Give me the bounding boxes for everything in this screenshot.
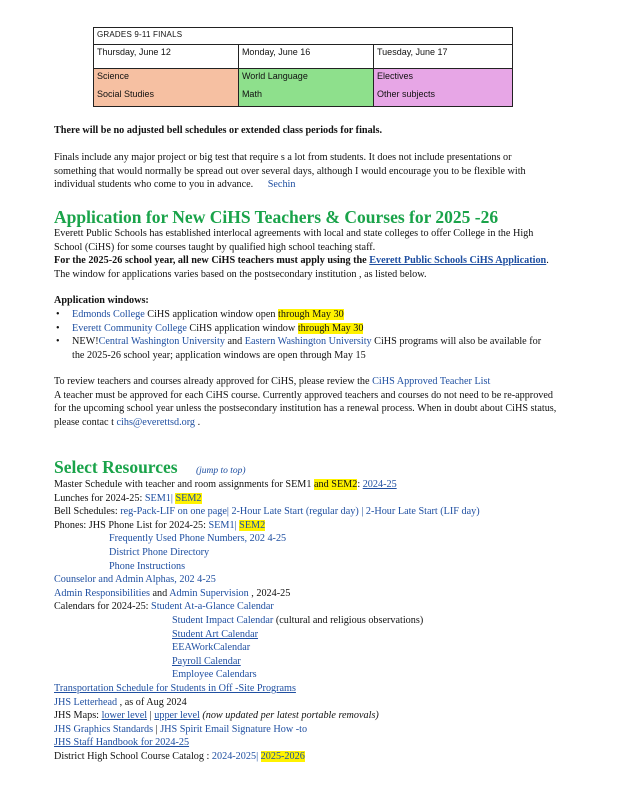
bell-schedules-line xyxy=(54,505,574,519)
admin-and: and xyxy=(149,587,170,599)
phones-line xyxy=(54,519,574,533)
ewu-link[interactable]: Eastern Washington University xyxy=(244,336,372,348)
finals-cell-other-subjects: Other subjects xyxy=(374,87,513,106)
cihs-application-link[interactable]: Everett Public Schools CiHS Application xyxy=(369,255,547,266)
finals-day-3: Tuesday, June 17 xyxy=(374,45,513,68)
lower-level-map-link[interactable]: lower level xyxy=(101,710,148,722)
master-schedule-highlight: and SEM2 xyxy=(314,479,358,490)
student-impact-calendar-link[interactable]: Student Impact Calendar xyxy=(172,614,274,626)
student-impact-note: (cultural and religious observations) xyxy=(273,614,424,626)
and-text: and xyxy=(224,336,245,348)
district-phone-directory-link[interactable]: District Phone Directory xyxy=(109,546,210,558)
transportation-schedule-link[interactable]: Transportation Schedule for Students in Off -Site Programs xyxy=(54,682,296,694)
phone-instructions-link[interactable]: Phone Instructions xyxy=(109,560,186,572)
calendars-label: Calendars for 2024-25: xyxy=(54,601,152,613)
finals-note xyxy=(54,151,554,192)
finals-note-signature: Sechin xyxy=(267,179,296,191)
lunches-line xyxy=(54,492,574,506)
review-rest: A teacher must be approved for each CiHS course. Currently approved teachers and courses do not need to be re-approved for the upcoming school year unless the postsecondary institution has a renewal process. When in doubt about CiHS status, please contac t xyxy=(54,389,557,428)
new-label: NEW! xyxy=(72,336,99,348)
admin-supervision-link[interactable]: Admin Supervision xyxy=(169,587,249,599)
phones-separator: | xyxy=(234,519,240,531)
letterhead-date: , as of Aug 2024 xyxy=(117,696,187,708)
employee-calendars-link[interactable]: Employee Calendars xyxy=(172,669,257,681)
windows-label: Application windows: xyxy=(54,295,149,306)
lunches-separator: | xyxy=(170,492,176,504)
eea-work-calendar-link[interactable]: EEAWorkCalendar xyxy=(172,642,251,654)
jhs-letterhead-link[interactable]: JHS Letterhead xyxy=(54,696,118,708)
cihs-approved-list-link[interactable]: CiHS Approved Teacher List xyxy=(372,376,491,387)
admin-year: , 2024-25 xyxy=(248,587,291,599)
maps-line xyxy=(54,709,574,723)
catalog-2025-link[interactable]: 2025-2026 xyxy=(260,750,305,762)
master-colon: : xyxy=(357,479,363,490)
edmonds-window-text: CiHS application window open xyxy=(144,309,279,320)
calendars-line xyxy=(54,600,574,614)
payroll-calendar-link[interactable]: Payroll Calendar xyxy=(172,655,241,667)
universities-window-text: CiHS programs will also be available for the 2025-26 school year; application windows are open through May 15 xyxy=(72,336,542,361)
resources-heading-text: Select Resources xyxy=(54,457,178,477)
student-impact-line xyxy=(54,614,574,628)
cihs-apply-paragraph xyxy=(54,254,564,281)
finals-cell-science: Science xyxy=(94,68,239,87)
email-signature-link[interactable]: JHS Spirit Email Signature How -to xyxy=(160,723,308,735)
cihs-email-link[interactable]: cihs@everettsd.org xyxy=(116,416,196,428)
master-schedule-link[interactable]: 2024-25 xyxy=(362,479,397,490)
phones-sem2-link[interactable]: SEM2 xyxy=(239,519,266,531)
lunches-sem1-link[interactable]: SEM1 xyxy=(144,492,171,504)
counselor-admin-alphas-link[interactable]: Counselor and Admin Alphas, 202 4-25 xyxy=(54,574,216,586)
finals-day-2: Monday, June 16 xyxy=(238,45,373,68)
resources-list xyxy=(54,478,574,763)
finals-note-text: Finals include any major project or big test that require s a lot from students. It does not include presentations or something that would normally be spread out over several days, although I would encourage you to be flexible with individual students who come to you in advance. xyxy=(54,152,526,191)
phones-sem1-link[interactable]: SEM1 xyxy=(208,519,235,531)
windows-item-everett xyxy=(54,322,554,336)
edmonds-deadline: through May 30 xyxy=(278,309,344,320)
catalog-2024-link[interactable]: 2024-2025 xyxy=(211,750,257,762)
catalog-label: District High School Course Catalog : xyxy=(54,750,212,762)
lunches-sem2-link[interactable]: SEM2 xyxy=(175,492,202,504)
master-schedule-line xyxy=(54,478,574,492)
maps-label: JHS Maps: xyxy=(54,710,102,722)
upper-level-map-link[interactable]: upper level xyxy=(154,710,200,722)
maps-separator: | xyxy=(147,710,155,722)
everett-deadline: through May 30 xyxy=(297,322,364,334)
finals-table xyxy=(93,27,513,107)
letterhead-line xyxy=(54,696,574,710)
windows-list xyxy=(54,308,554,362)
edmonds-college-link[interactable]: Edmonds College xyxy=(72,309,145,320)
finals-cell-social-studies: Social Studies xyxy=(94,87,239,106)
maps-note: (now updated per latest portable removals) xyxy=(199,710,379,722)
finals-cell-math: Math xyxy=(238,87,373,106)
lunches-text: Lunches for 2024-25: xyxy=(54,492,145,504)
graphics-line xyxy=(54,723,574,737)
graphics-separator: | xyxy=(153,723,161,735)
review-text: To review teachers and courses already approved for CiHS, please review the xyxy=(54,376,373,387)
bell-schedules-label: Bell Schedules: xyxy=(54,506,121,518)
everett-cc-link[interactable]: Everett Community College xyxy=(72,322,187,334)
student-art-calendar-link[interactable]: Student Art Calendar xyxy=(172,628,259,640)
cihs-apply-bold: For the 2025-26 school year, all new CiHS teachers must apply using the xyxy=(54,255,367,266)
windows-item-edmonds xyxy=(54,308,554,322)
review-period: . xyxy=(195,416,201,428)
everett-window-text: CiHS application window xyxy=(186,322,298,334)
cihs-review-paragraph xyxy=(54,375,559,429)
catalog-line xyxy=(54,750,574,764)
windows-item-universities xyxy=(54,335,554,362)
jump-to-top-link[interactable]: (jump to top) xyxy=(195,466,246,476)
phones-label: Phones: JHS Phone List for 2024-25: xyxy=(54,519,209,531)
admin-line xyxy=(54,587,574,601)
cihs-heading: Application for New CiHS Teachers & Courses for 2025 -26 xyxy=(54,207,499,227)
master-schedule-text: Master Schedule with teacher and room assignments for SEM1 xyxy=(54,479,315,490)
finals-table-title: GRADES 9-11 FINALS xyxy=(94,28,513,45)
catalog-separator: | xyxy=(256,750,261,762)
frequent-phone-numbers-link[interactable]: Frequently Used Phone Numbers, 202 4-25 xyxy=(109,533,287,545)
finals-day-1: Thursday, June 12 xyxy=(94,45,239,68)
finals-notice: There will be no adjusted bell schedules or extended class periods for finals. xyxy=(54,125,382,136)
finals-cell-electives: Electives xyxy=(374,68,513,87)
student-at-a-glance-calendar-link[interactable]: Student At-a-Glance Calendar xyxy=(151,601,274,613)
graphics-standards-link[interactable]: JHS Graphics Standards xyxy=(54,723,154,735)
admin-responsibilities-link[interactable]: Admin Responsibilities xyxy=(54,587,150,599)
finals-cell-world-language: World Language xyxy=(238,68,373,87)
staff-handbook-link[interactable]: JHS Staff Handbook for 2024-25 xyxy=(54,737,190,749)
cihs-apply-rest: . The window for applications varies based on the postsecondary institution , as listed below. xyxy=(54,255,549,280)
bell-schedule-links[interactable]: reg-Pack-LIF on one page| 2-Hour Late Start (regular day) | 2-Hour Late Start (LIF day) xyxy=(120,506,480,518)
cwu-link[interactable]: Central Washington University xyxy=(98,336,225,348)
cihs-intro: Everett Public Schools has established interlocal agreements with local and state colleges to offer College in the High School (CiHS) for some courses taught by qualified high school teaching staff. xyxy=(54,228,534,253)
